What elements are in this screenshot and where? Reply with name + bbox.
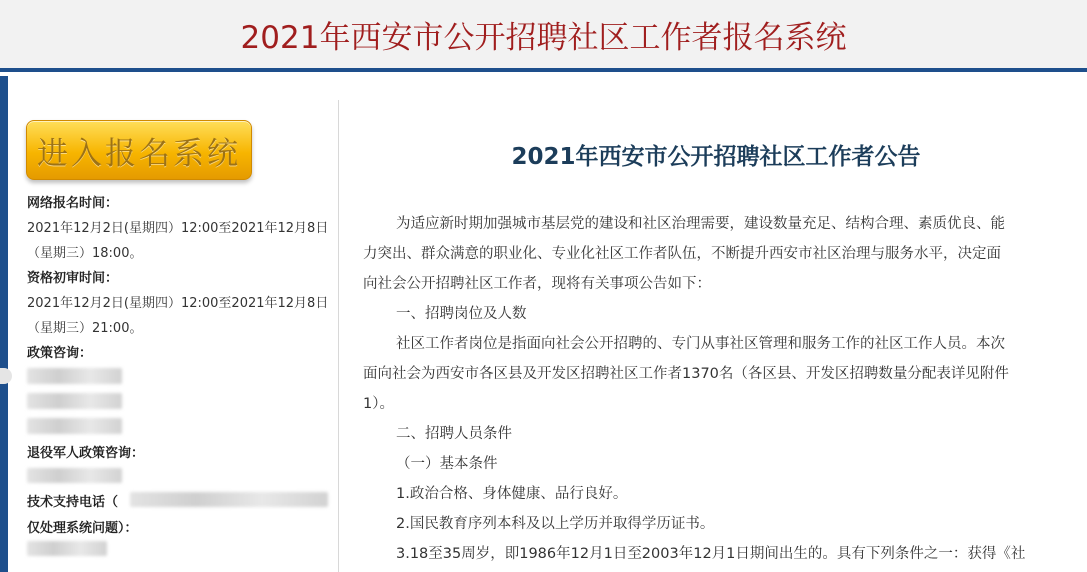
online-registration-label: 网络报名时间： [27, 196, 119, 211]
tech-support-label: 技术支持电话（ [27, 495, 119, 510]
system-title: 2021年西安市公开招聘社区工作者报名系统 [240, 19, 847, 56]
redacted-phone [27, 393, 122, 409]
notice-paragraph-line: 社区工作者岗位是指面向社会公开招聘的、专门从事社区管理和服务工作的社区工作人员。本次 [396, 336, 1005, 352]
frame-border [0, 76, 8, 572]
enter-registration-label: 进入报名系统 [37, 135, 241, 172]
review-time: 2021年12月2日(星期四）12:00至2021年12月8日 [27, 296, 329, 311]
review-time-cont: （星期三）21:00。 [27, 321, 143, 336]
redacted-phone [27, 368, 122, 384]
condition-item: 1.政治合格、身体健康、品行良好。 [396, 486, 628, 502]
enter-registration-button[interactable] [26, 120, 252, 180]
condition-item: 3.18至35周岁，即1986年12月1日至2003年12月1日期间出生的。具有下列条件之一：获得《社 [396, 546, 1026, 562]
online-registration-time-cont: （星期三）18:00。 [27, 246, 143, 261]
notice-paragraph-line: 面向社会为西安市各区县及开发区招聘社区工作者1370名（各区县、开发区招聘数量分配表详见附件 [363, 366, 1009, 382]
notice-paragraph-line: 为适应新时期加强城市基层党的建设和社区治理需要，建设数量充足、结构合理、素质优良、能 [396, 216, 1005, 232]
policy-consult-label: 政策咨询： [27, 346, 93, 361]
notice-paragraph-line: 1）。 [363, 396, 394, 412]
section-heading: 一、招聘岗位及人数 [396, 306, 527, 322]
section-heading: 二、招聘人员条件 [396, 426, 512, 442]
notice-paragraph-line: 向社会公开招聘社区工作者，现将有关事项公告如下： [363, 276, 711, 292]
notice-paragraph-line: 力突出、群众满意的职业化、专业化社区工作者队伍，不断提升西安市社区治理与服务水平，决定面 [363, 246, 1001, 262]
column-divider [338, 100, 339, 572]
redacted-phone [27, 468, 122, 483]
redacted-phone [130, 492, 328, 507]
veteran-consult-label: 退役军人政策咨询： [27, 446, 145, 461]
condition-item: 2.国民教育序列本科及以上学历并取得学历证书。 [396, 516, 715, 532]
online-registration-time: 2021年12月2日(星期四）12:00至2021年12月8日 [27, 221, 329, 236]
redacted-phone [27, 418, 122, 434]
notice-title: 2021年西安市公开招聘社区工作者公告 [511, 144, 921, 170]
page-header [0, 0, 1087, 72]
review-time-label: 资格初审时间： [27, 271, 119, 286]
redacted-phone [27, 541, 107, 556]
subsection-heading: （一）基本条件 [396, 456, 498, 472]
tech-support-label-cont: 仅处理系统问题）： [27, 521, 138, 536]
